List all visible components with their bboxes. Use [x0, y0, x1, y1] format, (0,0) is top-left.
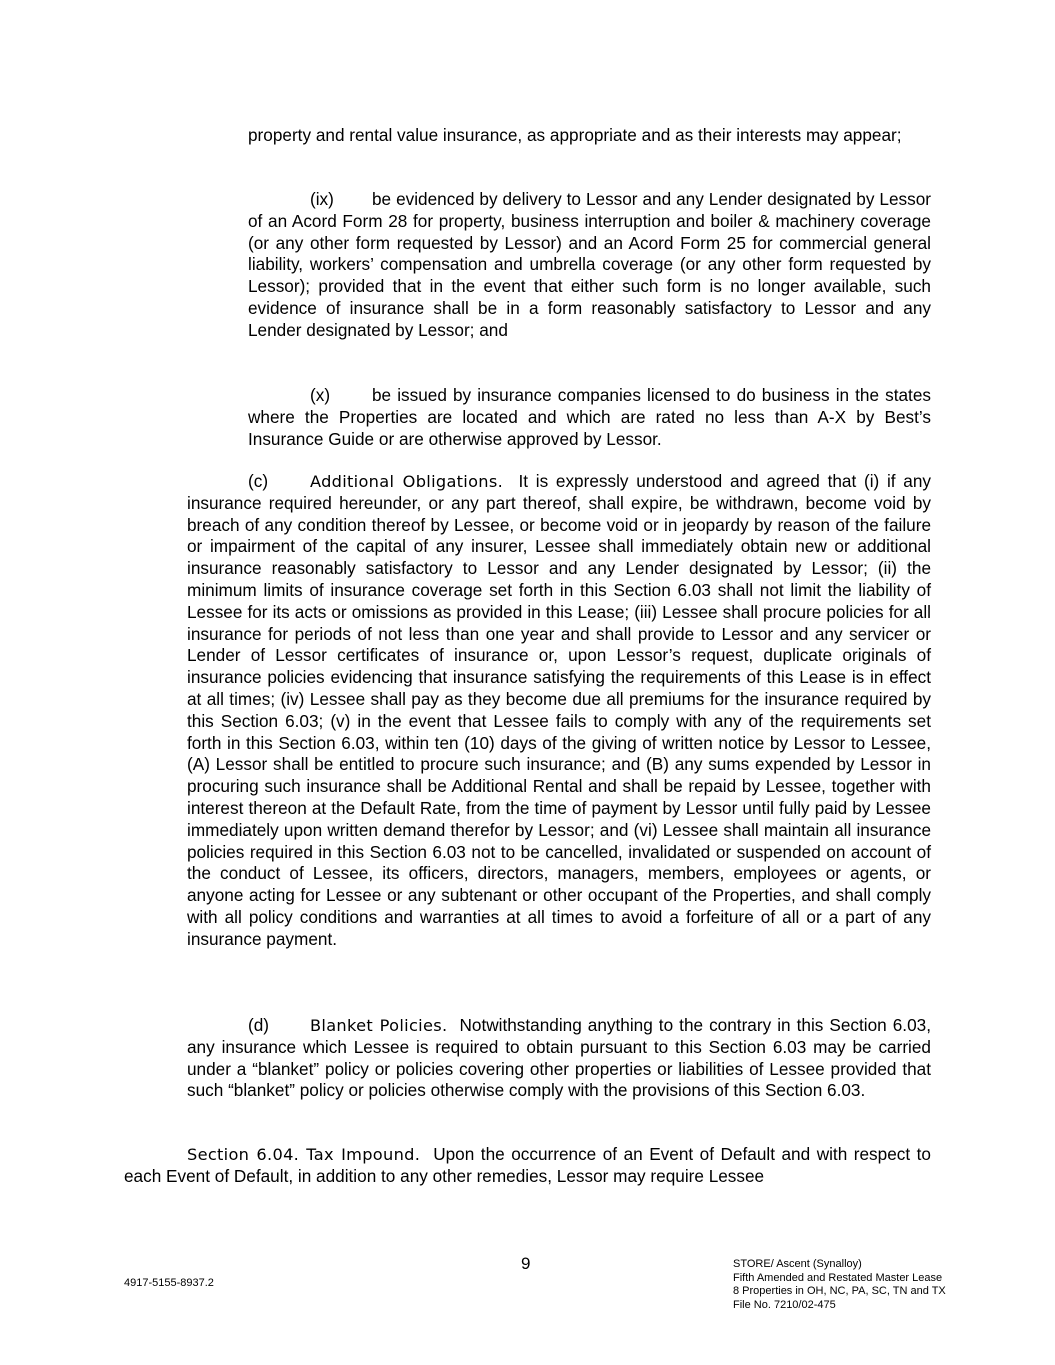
paragraph-label: (d) [248, 1015, 270, 1035]
footer-line: 8 Properties in OH, NC, PA, SC, TN and TX [733, 1285, 946, 1297]
paragraph-d-blanket-policies [187, 1015, 931, 1102]
footer-line: Fifth Amended and Restated Master Lease [733, 1271, 943, 1284]
paragraph-text: be evidenced by delivery to Lessor and any Lender designated by Lessor of an Acord Form 28 for property, business interruption and boiler & machinery coverage (or any other form requested by Lessor) and an Acord Form 25 for commercial general liability, workers’ compensation and umbrella coverage (or any other form requested by Lessor); provided that in the event that either such form is no longer available, such evidence of insurance shall be in a form reasonably satisfactory to Lessor and any Lender designated by Lessor; and [248, 189, 931, 340]
section-heading: Section 6.04. Tax Impound. [187, 1145, 421, 1164]
footer-document-info [733, 1258, 946, 1312]
footer-line: STORE/ Ascent (Synalloy) [733, 1258, 862, 1270]
paragraph-label: (ix) [310, 189, 334, 209]
paragraph-c-additional-obligations [187, 471, 931, 951]
paragraph-ix [248, 189, 931, 342]
paragraph-text: Notwithstanding anything to the contrary in this Section 6.03, any insurance which Lessee is required to obtain pursuant to this Section 6.03 may be carried under a “blanket” policy or policies covering other properties or liabilities of Lessee provided that such “blanket” policy or policies otherwise comply with the provisions of this Section 6.03. [187, 1015, 931, 1101]
paragraph-text: be issued by insurance companies licensed to do business in the states where the Properties are located and which are rated no less than A-X by Best’s Insurance Guide or are otherwise approved by Lessor. [248, 385, 931, 449]
paragraph-text: It is expressly understood and agreed that (i) if any insurance required hereunder, or any part thereof, shall expire, be withdrawn, become void by breach of any condition thereof by Lessee, or become void or in jeopardy by reason of the failure or impairment of the capital of any insurer, Lessee shall immediately obtain new or additional insurance reasonably satisfactory to Lessor and any Lender designated by Lessor; (ii) the minimum limits of insurance coverage set forth in this Section 6.03 shall not limit the liability of Lessee for its acts or omissions as provided in this Lease; (iii) Lessee shall procure policies for all insurance for periods of not less than one year and shall provide to Lessor and any servicer or Lender of Lessor certificates of insurance or, upon Lessor’s request, duplicate originals of insurance policies evidencing that insurance satisfying the requirements of this Lease is in effect at all times; (iv) Lessee shall pay as they become due all premiums for the insurance required by this Section 6.03; (v) in the event that Lessee fails to comply with any of the requirements set forth in this Section 6.03, within ten (10) days of the giving of written notice by Lessor to Lessee, (A) Lessor shall be entitled to procure such insurance; and (B) any sums expended by Lessor in procuring such insurance shall be Additional Rental and shall be repaid by Lessee, together with interest thereon at the Default Rate, from the time of payment by Lessor until fully paid by Lessee immediately upon written demand therefor by Lessor; and (vi) Lessee shall maintain all insurance policies required in this Section 6.03 not to be cancelled, invalidated or suspended on account of the conduct of Lessee, its officers, directors, managers, members, employees or agents, or anyone acting for Lessee or any subtenant or other occupant of the Properties, and shall comply with all policy conditions and warranties at all times to avoid a forfeiture of all or a part of any insurance payment. [187, 471, 931, 949]
paragraph-label: (x) [310, 385, 331, 405]
paragraph-heading: Blanket Policies. [310, 1016, 448, 1035]
footer-line: File No. 7210/02-475 [733, 1298, 836, 1311]
paragraph-heading: Additional Obligations. [310, 472, 504, 491]
page-number: 9 [521, 1254, 531, 1273]
paragraph-label: (c) [248, 471, 269, 491]
section-text: Upon the occurrence of an Event of Default and with respect to each Event of Default, in addition to any other remedies, Lessor may require Lessee [124, 1144, 931, 1186]
section-6-04-tax-impound [124, 1144, 931, 1188]
paragraph-x [248, 385, 931, 450]
document-id: 4917-5155-8937.2 [124, 1277, 214, 1289]
paragraph-text: property and rental value insurance, as appropriate and as their interests may appear; [248, 125, 902, 145]
paragraph-viii-continuation [248, 125, 931, 147]
